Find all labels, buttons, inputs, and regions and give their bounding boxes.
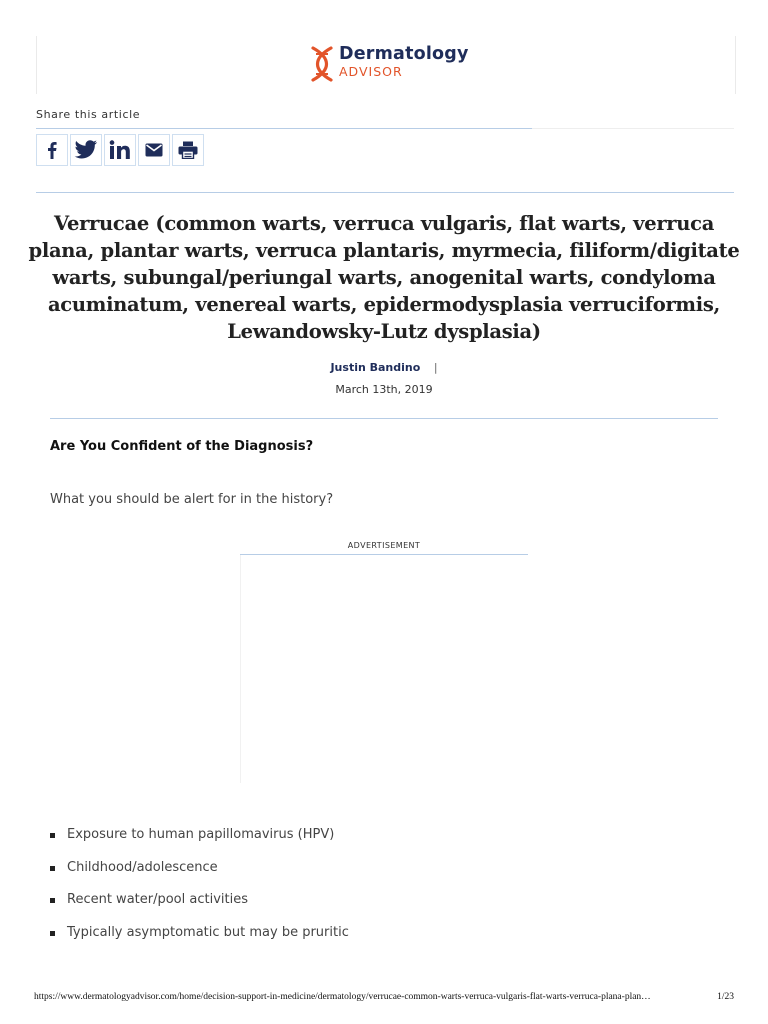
bullet-marker [50,898,55,903]
share-section-divider [36,192,734,193]
share-print-button[interactable] [172,134,204,166]
bullet-marker [50,833,55,838]
bullet-marker [50,866,55,871]
advertisement-slot[interactable] [240,555,529,783]
share-divider-right [532,128,734,129]
logo-subtitle: ADVISOR [339,64,403,79]
twitter-icon [74,140,98,160]
dna-logo-icon [307,46,337,82]
publish-date: March 13th, 2019 [335,383,433,396]
section-heading: Are You Confident of the Diagnosis? [50,439,314,454]
history-bullet-list [50,826,349,956]
print-page-number: 1/23 [717,992,734,1002]
email-icon [145,143,163,157]
list-item-text: Typically asymptomatic but may be pruritic [67,924,349,940]
bullet-marker [50,931,55,936]
print-icon [178,141,198,159]
list-item-text: Recent water/pool activities [67,892,248,907]
list-item [50,924,349,957]
list-item-text: Childhood/adolescence [67,859,218,875]
share-facebook-button[interactable] [36,134,68,166]
share-linkedin-button[interactable] [104,134,136,166]
share-twitter-button[interactable] [70,134,102,166]
site-header [36,36,736,94]
share-label: Share this article [36,108,141,121]
share-divider [36,128,532,129]
share-buttons [36,134,206,166]
article-title: Verrucae (common warts, verruca vulgaris, flat warts, verruca plana, plantar warts, verruca plantaris, myrmecia, filiform/digitate warts, subungal/periungal warts, anogenital warts, condyloma acuminatum, venereal warts, epidermodysplasia verruciformis, Lewandowsky-Lutz dysplasia) [28,212,740,343]
site-logo[interactable] [307,44,507,84]
print-footer-url: https://www.dermatologyadvisor.com/home/decision-support-in-medicine/dermatology/verrucae-common-warts-verruca-vulgaris-flat-warts-verruca-plana-plan… [34,992,651,1002]
byline-divider [50,418,718,419]
list-item [50,859,349,892]
facebook-icon [42,140,62,160]
list-item [50,826,349,859]
history-subheading: What you should be alert for in the history? [50,492,334,507]
advertisement-label: ADVERTISEMENT [347,541,421,550]
share-email-button[interactable] [138,134,170,166]
byline [0,361,768,374]
list-item [50,891,349,924]
linkedin-icon [109,140,131,160]
list-item-text: Exposure to human papillomavirus (HPV) [67,827,335,842]
byline-separator: | [433,361,438,374]
logo-wordmark: Dermatology [339,44,469,64]
author-link[interactable]: Justin Bandino [330,361,421,374]
